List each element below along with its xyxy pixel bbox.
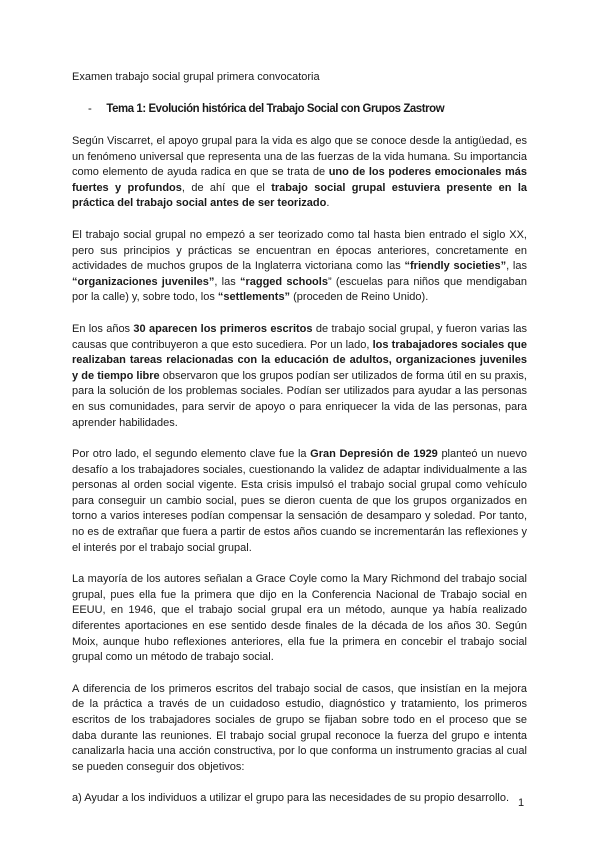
paragraph (72, 322, 527, 431)
text-run: , de ahí que el (181, 181, 272, 194)
bold-text: Gran Depresión de 1929 (310, 448, 438, 461)
text-run: planteó un nuevo desafío a los trabajadores sociales, cuestionando la validez de adaptar individualmente a las personas al orden social vigente. Esta crisis impulsó el trabajo social grupal como vehículo para conseguir un cambio social, pues se dieron cuenta de que los grupos organizados en torno a varios intereses podían compensar la sensación de desamparo y soledad. Por tanto, no es de extrañar que fuera a partir de estos años cuando se incrementarán las reflexiones y el interés por el trabajo social grupal. (72, 448, 527, 554)
paragraph (72, 791, 527, 807)
text-run: observaron que los grupos podían ser utilizados de forma útil en su praxis, para la solución de los problemas sociales. Podían ser utilizados para ayudar a las personas en sus comunidades, para servir de apoyo o para enriquecer la vida de las personas, para aprender habilidades. (72, 369, 527, 429)
text-run: , las (506, 260, 527, 273)
page-number: 1 (518, 797, 525, 809)
paragraph (72, 134, 527, 212)
bold-text: “friendly societies” (404, 260, 507, 273)
bold-text: 30 aparecen los primeros escritos (133, 322, 313, 335)
text-run: , las (214, 275, 240, 288)
text-run: a) Ayudar a los individuos a utilizar el grupo para las necesidades de su propio desarrollo. (72, 792, 510, 805)
text-run: En los años (72, 322, 134, 335)
bold-text: los trabajadores sociales que realizaban tareas relacionadas con la educación de adultos, organizaciones juveniles y de tiempo libre (72, 338, 527, 382)
paragraph (72, 447, 527, 556)
document-body (72, 134, 527, 823)
text-run: A diferencia de los primeros escritos del trabajo social de casos, que insistían en la mejora de la práctica a través de un cuidadoso estudio, diagnóstico y tratamiento, los primeros escritos de los trabajadores sociales de grupo se fijaban sobre todo en el proceso que se daba durante las reuniones. El trabajo social grupal reconoce la fuerza del grupo e intenta canalizarla hacia una acción constructiva, por lo que conforma un instrumento gracias al cual se pueden conseguir dos objetivos: (72, 682, 527, 773)
paragraph (72, 572, 527, 666)
bold-text: trabajo social grupal estuviera presente en la práctica del trabajo social antes de ser teorizado (72, 181, 527, 210)
heading-text: Tema 1: Evolución histórica del Trabajo Social con Grupos Zastrow (106, 101, 445, 115)
bold-text: uno de los poderes emocionales más fuertes y profundos (72, 166, 527, 194)
bold-text: “ragged schools (239, 275, 328, 288)
text-run: Por otro lado, el segundo elemento clave fue la (72, 448, 311, 461)
document-header: Examen trabajo social grupal primera convocatoria (72, 71, 320, 83)
text-run: Según Viscarret, el apoyo grupal para la vida es algo que se conoce desde la antigüedad, es un fenómeno universal que representa una de las fuerzas de la vida humana. Su importancia como elemento de ayuda radica en que se trata de (72, 135, 527, 179)
paragraph (72, 682, 527, 776)
section-heading (88, 101, 444, 115)
text-run: El trabajo social grupal no empezó a ser teorizado como tal hasta bien entrado el siglo XX, pero sus principios y prácticas se encuentran en épocas anteriores, concretamente en actividades de muchos grupos de la Inglaterra victoriana como las (72, 228, 527, 273)
paragraph (72, 228, 527, 306)
bold-text: “settlements” (217, 291, 291, 304)
text-run: . (326, 197, 330, 210)
text-run: ” (escuelas para niños que mendigaban por la calle) y, sobre todo, los (72, 275, 528, 304)
heading-bullet: - (88, 101, 92, 115)
bold-text: “organizaciones juveniles” (72, 275, 215, 288)
text-run: La mayoría de los autores señalan a Grace Coyle como la Mary Richmond del trabajo social grupal, pues ella fue la primera que dijo en la Conferencia Nacional de Trabajo social en EEUU, en 1946, que el trabajo social grupal era un método, aunque ya había realizado diferentes aportaciones en ese sentido desde finales de la década de los años 30. Según Moix, aunque hubo reflexiones anteriores, ella fue la primera en concebir el trabajo social grupal como un método de trabajo social. (72, 573, 527, 664)
text-run: de trabajo social grupal, y fueron varias las causas que contribuyeron a que esto sucediera. Por un lado, (72, 322, 528, 351)
text-run: (proceden de Reino Unido). (290, 291, 429, 304)
